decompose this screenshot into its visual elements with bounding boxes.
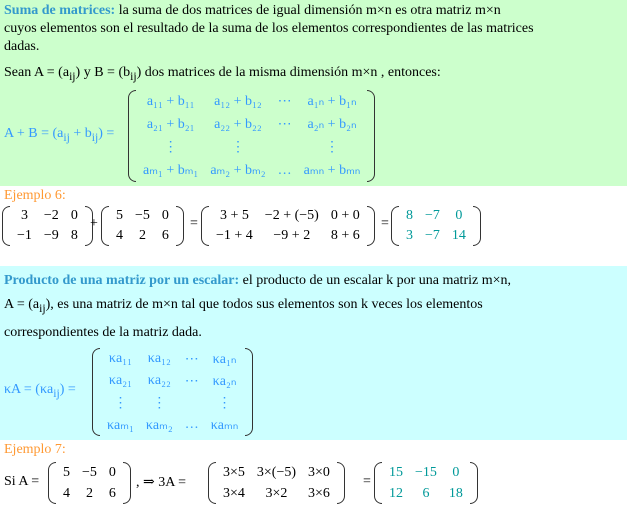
matrix-cell: 0: [452, 464, 460, 480]
matrix-cell: 0: [455, 208, 463, 223]
ejemplo7-eq: =: [363, 474, 371, 489]
matrix-cell: κa₂₂: [147, 373, 171, 388]
matrix-cell: ⋮: [152, 395, 167, 411]
matrix-cell: 3×2: [265, 485, 288, 501]
matrix-cell: ⋮: [325, 140, 340, 155]
matrix-cell: a₂ₙ + b₂ₙ: [307, 117, 357, 132]
matrix-cell: 12: [389, 485, 403, 501]
matrix-cell: ⋮: [217, 395, 232, 411]
matrix-row: [11, 226, 84, 246]
matrix-row: [137, 90, 366, 113]
matrix-row: [400, 226, 472, 246]
matrix-cell: 8 + 6: [330, 228, 360, 243]
matrix-cell: 3 + 5: [219, 208, 249, 223]
producto-title: Producto de una matriz por un escalar:: [4, 273, 240, 288]
matrix-cell: κa₁₁: [108, 351, 132, 366]
matrix-row: [101, 370, 244, 392]
matrix-row: [210, 226, 366, 246]
matrix-row: [101, 392, 244, 414]
matrix-cell: 14: [451, 228, 466, 243]
producto-section: [0, 266, 627, 440]
matrix-cell: 5: [63, 464, 70, 480]
matrix-cell: 2: [138, 228, 146, 243]
matrix-row: [383, 462, 469, 483]
matrix-cell: 3: [20, 208, 28, 223]
matrix-cell: 8: [70, 228, 78, 243]
ejemplo6-eq1: =: [190, 216, 198, 231]
matrix-cell: −5: [135, 208, 150, 223]
matrix-cell: 4: [63, 485, 70, 501]
matrix-cell: −5: [82, 464, 97, 480]
matrix-cell: −1: [17, 228, 32, 243]
producto-lhs: $\kappa A = (\kappa a_{ij})$ =: [4, 382, 76, 400]
matrix-cell: 3×5: [223, 464, 245, 480]
matrix-cell: [272, 136, 298, 159]
matrix-cell: ⋯: [277, 94, 292, 109]
ejemplo6-matrix-a: [2, 206, 93, 246]
matrix-cell: [179, 392, 205, 414]
matrix-cell: κa₂₁: [108, 373, 132, 388]
matrix-cell: ⋯: [277, 117, 292, 132]
matrix-row: [101, 414, 244, 436]
matrix-cell: a₁ₙ + b₁ₙ: [307, 94, 357, 109]
producto-line2: $A = (a_{ij})$, es una matriz de m×n tal que todos sus elementos son k veces los elementos: [4, 297, 483, 315]
matrix-cell: 3: [406, 228, 413, 243]
suma-line3: dadas.: [4, 39, 40, 54]
matrix-cell: aₘ₁ + bₘ₁: [143, 163, 199, 178]
matrix-row: [137, 113, 366, 136]
ejemplo7-matrix-result: [374, 462, 478, 504]
suma-line2: cuyos elementos son el resultado de la suma de los elementos correspondientes de las matrices: [4, 21, 534, 36]
matrix-cell: 4: [116, 228, 123, 243]
matrix-row: [137, 136, 366, 159]
matrix-cell: −1 + 4: [216, 228, 253, 243]
matrix-cell: 3×0: [308, 464, 330, 480]
ejemplo7-si: Si A =: [4, 474, 40, 489]
matrix-cell: −15: [415, 464, 437, 480]
matrix-cell: 0: [108, 464, 116, 480]
suma-title: Suma de matrices:: [4, 3, 116, 18]
matrix-cell: 0: [70, 208, 78, 223]
producto-general-matrix: [92, 348, 253, 436]
matrix-cell: ⋯: [184, 351, 199, 367]
suma-lhs: $A + B = (a_{ij} + b_{ij})$ =: [4, 126, 115, 144]
matrix-row: [110, 206, 175, 226]
matrix-cell: aₘ₂ + bₘ₂: [210, 163, 266, 178]
matrix-row: [210, 206, 366, 226]
ejemplo7-implies: , ⇒ 3A =: [136, 475, 186, 490]
matrix-cell: …: [277, 162, 292, 178]
matrix-cell: 2: [85, 485, 93, 501]
matrix-cell: 0: [161, 208, 169, 223]
matrix-row: [400, 206, 472, 226]
ejemplo7-matrix-product: [208, 462, 345, 504]
matrix-cell: 6: [108, 485, 116, 501]
matrix-cell: κa₁ₙ: [212, 351, 237, 367]
matrix-cell: −2: [43, 208, 59, 223]
matrix-cell: −2 + (−5): [264, 208, 319, 223]
matrix-cell: −7: [425, 228, 440, 243]
producto-line3: correspondientes de la matriz dada.: [4, 325, 202, 340]
matrix-cell: 5: [116, 208, 123, 223]
matrix-cell: ⋮: [230, 140, 245, 155]
matrix-cell: ⋮: [163, 140, 178, 155]
matrix-cell: κaₘ₁: [107, 417, 134, 433]
matrix-cell: κaₘ₂: [145, 417, 173, 433]
suma-section: [0, 0, 627, 186]
matrix-cell: −9: [43, 228, 59, 243]
matrix-row: [57, 483, 122, 504]
matrix-cell: a₁₂ + b₁₂: [214, 93, 262, 109]
matrix-cell: a₂₁ + b₂₁: [146, 116, 195, 132]
matrix-cell: κa₂ₙ: [212, 373, 237, 389]
ejemplo7-label: Ejemplo 7:: [4, 442, 66, 457]
matrix-row: [383, 483, 469, 504]
matrix-cell: 8: [406, 208, 413, 223]
matrix-cell: ⋯: [184, 373, 199, 389]
matrix-cell: κaₘₙ: [210, 417, 239, 433]
ejemplo7-matrix-a: [48, 462, 131, 504]
ejemplo6-label: Ejemplo 6:: [4, 188, 66, 203]
matrix-cell: 3×6: [308, 485, 330, 501]
matrix-cell: κa₁₂: [147, 351, 171, 366]
matrix-cell: ⋮: [113, 395, 128, 411]
producto-line1: Producto de una matriz por un escalar: el producto de un escalar k por una matriz m×n,: [4, 273, 511, 288]
matrix-cell: 3×(−5): [256, 464, 297, 480]
matrix-cell: 6: [422, 485, 430, 501]
matrix-row: [137, 159, 366, 182]
ejemplo6-matrix-b: [101, 206, 184, 246]
suma-general-matrix: [128, 90, 375, 182]
ejemplo6-matrix-sum: [201, 206, 375, 246]
ejemplo7-section: [0, 440, 627, 508]
ejemplo6-plus: +: [90, 216, 98, 231]
matrix-cell: a₁₁ + b₁₁: [146, 93, 195, 109]
ejemplo6-eq2: =: [381, 216, 389, 231]
matrix-cell: …: [184, 417, 199, 432]
matrix-cell: −9 + 2: [273, 228, 311, 243]
matrix-cell: 15: [389, 464, 403, 480]
matrix-cell: 18: [448, 485, 463, 501]
matrix-cell: 0 + 0: [330, 208, 360, 223]
ejemplo6-section: [0, 186, 627, 266]
suma-line1: Suma de matrices: la suma de dos matrices de igual dimensión m×n es otra matriz m×n: [4, 3, 501, 18]
matrix-row: [110, 226, 175, 246]
matrix-row: [217, 462, 336, 483]
matrix-row: [101, 348, 244, 370]
matrix-row: [57, 462, 122, 483]
matrix-cell: 6: [161, 228, 169, 243]
matrix-cell: a₂₂ + b₂₂: [214, 116, 262, 132]
matrix-row: [217, 483, 336, 504]
ejemplo6-matrix-result: [391, 206, 481, 246]
matrix-cell: 3×4: [223, 485, 245, 501]
matrix-row: [11, 206, 84, 226]
suma-line4: Sean $A = (a_{ij})$ y $B = (b_{ij})$ dos matrices de la misma dimensión m×n , entonces:: [4, 65, 441, 83]
matrix-cell: aₘₙ + bₘₙ: [303, 163, 361, 178]
matrix-cell: −7: [425, 208, 440, 223]
